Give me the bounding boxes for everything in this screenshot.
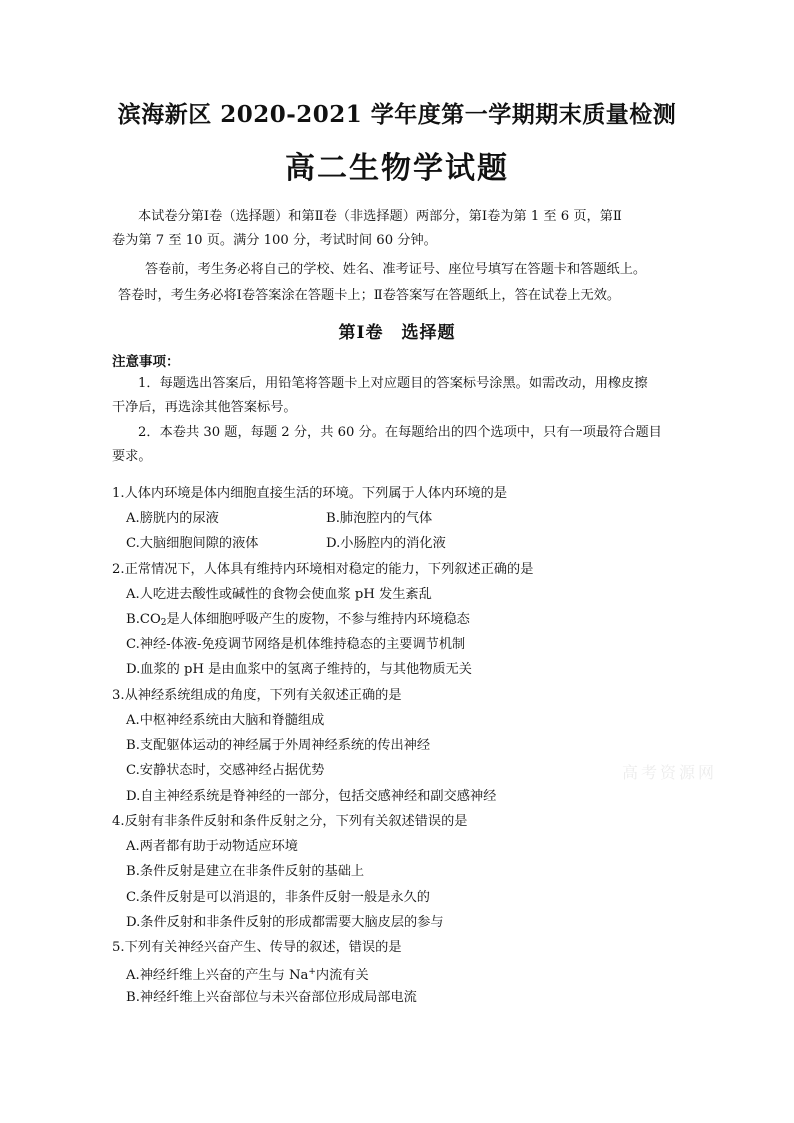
option-d: D.自主神经系统是脊神经的一部分，包括交感神经和副交感神经 (126, 788, 497, 804)
question-2 (112, 557, 692, 683)
option-row (112, 506, 692, 531)
question-4 (112, 809, 692, 935)
watermark: 高考资源网 (622, 763, 718, 782)
option-a: A.两者都有助于动物适应环境 (126, 838, 298, 854)
notes-line: 1．每题选出答案后，用铅笔将答题卡上对应题目的答案标号涂黑。如需改动，用橡皮擦 (138, 376, 648, 391)
option-d: D.血浆的 pH 是由血浆中的氢离子维持的，与其他物质无关 (126, 662, 472, 678)
intro-line: 答卷前，考生务必将自己的学校、姓名、准考证号、座位号填写在答题卡和答题纸上。 (145, 262, 647, 277)
subscript: 2 (160, 617, 167, 628)
option-c: C.条件反射是可以消退的，非条件反射一般是永久的 (126, 889, 430, 905)
intro-paragraph-1 (112, 205, 692, 253)
option-d: D.条件反射和非条件反射的形成都需要大脑皮层的参与 (126, 914, 444, 930)
option-b (112, 607, 692, 632)
question-list (112, 481, 692, 1011)
section-title: 第Ⅰ卷 选择题 (338, 323, 456, 343)
option-c: C.安静状态时，交感神经占据优势 (126, 763, 325, 779)
exam-subtitle: 高二生物学试题 (285, 151, 509, 186)
intro-line: 答卷时，考生务必将Ⅰ卷答案涂在答题卡上；Ⅱ卷答案写在答题纸上，答在试卷上无效。 (118, 288, 621, 303)
option-text: 是人体细胞呼吸产生的废物，不参与维持内环境稳态 (166, 611, 470, 627)
intro-paragraph-2 (112, 258, 692, 282)
question-stem: 4.反射有非条件反射和条件反射之分，下列有关叙述错误的是 (112, 813, 468, 829)
notes-item-2 (112, 421, 692, 469)
option-b: B.支配躯体运动的神经属于外周神经系统的传出神经 (126, 738, 431, 754)
question-1 (112, 481, 692, 557)
question-5 (112, 935, 692, 1011)
option-b: B.肺泡腔内的气体 (326, 511, 433, 526)
option-text: 内流有关 (315, 968, 369, 984)
superscript: + (308, 967, 316, 978)
notes-heading: 注意事项： (112, 354, 180, 370)
question-stem: 5.下列有关神经兴奋产生、传导的叙述，错误的是 (112, 940, 402, 956)
question-3 (112, 683, 692, 809)
intro-line: 本试卷分第Ⅰ卷（选择题）和第Ⅱ卷（非选择题）两部分，第Ⅰ卷为第 1 至 6 页，第Ⅱ (138, 209, 622, 224)
exam-title: 滨海新区 2020-2021 学年度第一学期期末质量检测 (117, 101, 677, 128)
option-b: B.神经纤维上兴奋部位与未兴奋部位形成局部电流 (126, 990, 417, 1006)
notes-line: 2．本卷共 30 题，每题 2 分，共 60 分。在每题给出的四个选项中，只有一项最符合题目 (138, 425, 662, 440)
option-a: A.膀胱内的尿液 (126, 511, 219, 526)
notes-line: 要求。 (112, 449, 152, 464)
question-stem: 1.人体内环境是体内细胞直接生活的环境。下列属于人体内环境的是 (112, 486, 508, 501)
notes-line: 干净后，再选涂其他答案标号。 (112, 400, 297, 415)
option-d: D.小肠腔内的消化液 (326, 536, 446, 552)
intro-paragraph-3 (118, 284, 698, 308)
question-stem: 2.正常情况下，人体具有维持内环境相对稳定的能力，下列叙述正确的是 (112, 561, 534, 577)
option-row (112, 531, 692, 556)
option-text: B.CO (126, 611, 161, 627)
option-c: C.神经-体液-免疫调节网络是机体维持稳态的主要调节机制 (126, 637, 466, 653)
option-b: B.条件反射是建立在非条件反射的基础上 (126, 864, 365, 880)
option-a (112, 960, 692, 985)
intro-line: 卷为第 7 至 10 页。满分 100 分，考试时间 60 分钟。 (112, 233, 437, 248)
question-stem: 3.从神经系统组成的角度，下列有关叙述正确的是 (112, 687, 402, 703)
option-a: A.人吃进去酸性或碱性的食物会使血浆 pH 发生紊乱 (126, 586, 432, 602)
option-text: A.神经纤维上兴奋的产生与 Na (126, 968, 309, 984)
option-a: A.中枢神经系统由大脑和脊髓组成 (126, 712, 325, 728)
notes-item-1 (112, 372, 692, 420)
option-c: C.大脑细胞间隙的液体 (126, 536, 259, 552)
